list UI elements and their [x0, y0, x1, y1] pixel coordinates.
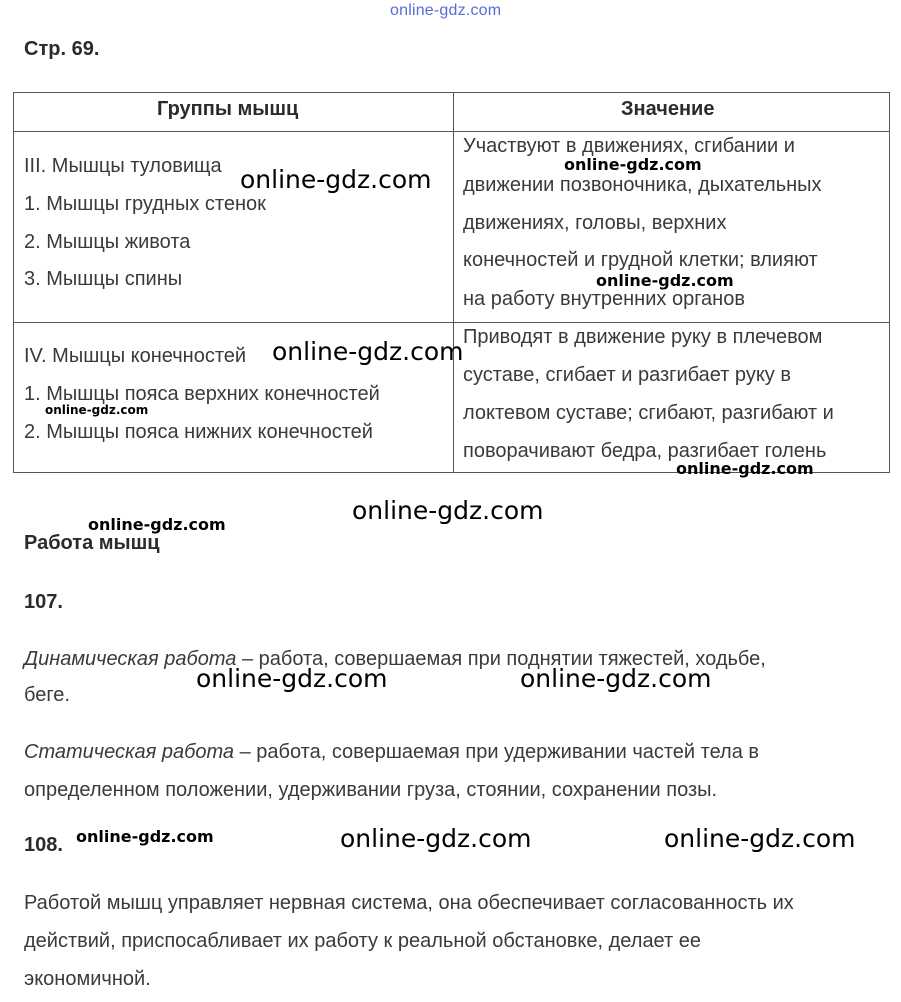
task-number-108: 108.: [24, 834, 63, 856]
table-header-groups: Группы мышц: [157, 98, 299, 120]
table-cell-meaning: движении позвоночника, дыхательных: [463, 174, 822, 196]
task-108-line: экономичной.: [24, 968, 151, 990]
watermark: online-gdz.com: [88, 515, 226, 534]
dynamic-work-line-2: беге.: [24, 684, 70, 706]
watermark: online-gdz.com: [45, 403, 149, 417]
watermark: online-gdz.com: [196, 664, 388, 693]
watermark: online-gdz.com: [352, 496, 544, 525]
page-number: Стр. 69.: [24, 38, 100, 60]
table-cell-meaning: локтевом суставе; сгибают, разгибают и: [463, 402, 834, 424]
static-work-term: Статическая работа: [24, 741, 235, 763]
dynamic-work-term: Динамическая работа: [24, 648, 237, 670]
watermark: online-gdz.com: [520, 664, 712, 693]
table-cell-group: IV. Мышцы конечностей: [24, 345, 247, 367]
static-work-definition: – работа, совершаемая при удерживании частей тела в: [234, 741, 760, 763]
dynamic-work-definition: – работа, совершаемая при поднятии тяжестей, ходьбе,: [236, 648, 766, 670]
table-cell-group: 2. Мышцы живота: [24, 231, 191, 253]
table-header-divider: [14, 131, 889, 132]
task-number-107: 107.: [24, 591, 63, 613]
top-watermark: online-gdz.com: [390, 2, 502, 19]
table-cell-group: III. Мышцы туловища: [24, 155, 222, 177]
static-work-line-2: определенном положении, удерживании груза, стоянии, сохранении позы.: [24, 779, 718, 801]
table-cell-group: 1. Мышцы пояса верхних конечностей: [24, 383, 380, 405]
watermark: online-gdz.com: [76, 827, 214, 846]
watermark: online-gdz.com: [596, 271, 734, 290]
table-cell-meaning: на работу внутренних органов: [463, 288, 745, 310]
table-cell-meaning: Приводят в движение руку в плечевом: [463, 326, 823, 348]
table-cell-meaning: движениях, головы, верхних: [463, 212, 727, 234]
table-cell-meaning: суставе, сгибает и разгибает руку в: [463, 364, 791, 386]
table-cell-group: 2. Мышцы пояса нижних конечностей: [24, 421, 373, 443]
table-cell-group: 3. Мышцы спины: [24, 268, 183, 290]
watermark: online-gdz.com: [240, 165, 432, 194]
watermark: online-gdz.com: [564, 155, 702, 174]
table-cell-meaning: конечностей и грудной клетки; влияют: [463, 249, 818, 271]
section-title: Работа мышц: [24, 532, 160, 554]
table-cell-meaning: Участвуют в движениях, сгибании и: [463, 135, 795, 157]
watermark: online-gdz.com: [272, 337, 464, 366]
table-cell-group: 1. Мышцы грудных стенок: [24, 193, 266, 215]
watermark: online-gdz.com: [676, 459, 814, 478]
task-108-line: действий, приспосабливает их работу к реальной обстановке, делает ее: [24, 930, 701, 952]
table-header-meaning: Значение: [621, 98, 715, 120]
table-cell-meaning: поворачивают бедра, разгибает голень: [463, 440, 827, 462]
watermark: online-gdz.com: [340, 824, 532, 853]
table-column-divider: [453, 93, 454, 472]
table-row-divider: [14, 322, 889, 323]
watermark: online-gdz.com: [664, 824, 856, 853]
task-108-line: Работой мышц управляет нервная система, она обеспечивает согласованность их: [24, 892, 794, 914]
static-work-line-1: [24, 734, 759, 770]
